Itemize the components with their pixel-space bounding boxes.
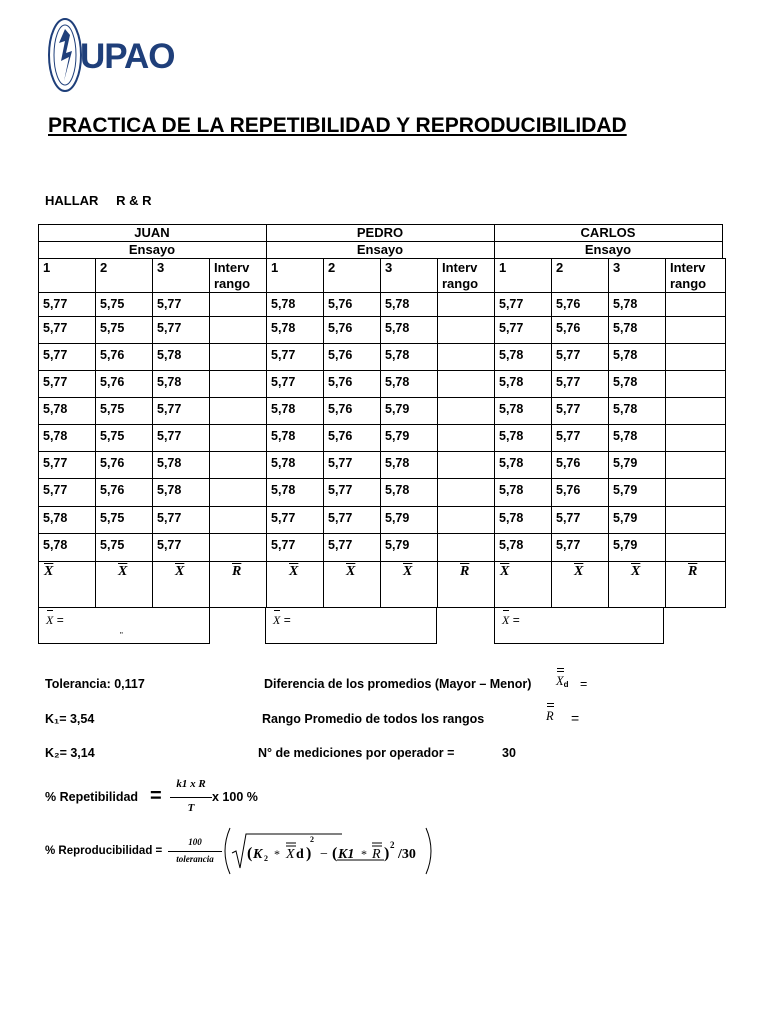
table-cell: 5,79 (613, 538, 638, 552)
operator-group: Ensayo (584, 242, 632, 257)
task-value: R & R (116, 193, 152, 208)
table-cell: 5,79 (613, 511, 638, 525)
table-rule (551, 258, 552, 607)
table-cell: 5,77 (556, 348, 581, 362)
table-cell: 5,76 (328, 375, 353, 389)
measurements-label: N° de mediciones por operador = (258, 746, 455, 760)
summary-symbol-text: $\overline{X}$ (631, 564, 641, 579)
tolerance-text: Tolerancia: 0,117 (45, 677, 145, 691)
table-cell: 5,78 (157, 348, 182, 362)
table-rule (95, 258, 96, 607)
operator-name: CARLOS (580, 225, 636, 240)
table-cell: 5,77 (271, 511, 296, 525)
table-cell: 5,78 (157, 375, 182, 389)
table-rule (38, 258, 39, 607)
table-cell: 5,79 (385, 538, 410, 552)
table-cell: 5,79 (385, 511, 410, 525)
table-cell: 5,78 (271, 297, 296, 311)
mean-symbol (289, 565, 298, 579)
table-cell: 5,77 (157, 511, 182, 525)
summary-symbol-text: $\overline{R}$ (688, 564, 698, 579)
column-header: 3 (613, 260, 621, 275)
table-cell: 5,78 (271, 429, 296, 443)
table-rule (38, 533, 726, 534)
table-cell: 5,77 (328, 538, 353, 552)
repeatability-label: % Repetibilidad (45, 790, 139, 804)
table-rule (38, 258, 726, 259)
table-cell: 5,78 (271, 402, 296, 416)
column-header: 1 (43, 260, 51, 275)
diff-means-equals: = (580, 677, 588, 691)
svg-text:d: d (296, 847, 304, 862)
table-cell: 5,78 (385, 456, 410, 470)
grand-mean-equals: = (56, 613, 64, 627)
grand-mean-equals: = (512, 613, 520, 627)
mean-symbol (118, 565, 127, 579)
column-header: 2 (100, 260, 108, 275)
svg-text:2: 2 (390, 840, 395, 850)
table-cell: 5,77 (556, 511, 581, 525)
table-rule (323, 258, 324, 607)
table-cell: 5,76 (328, 321, 353, 335)
table-rule (494, 258, 495, 607)
mean-symbol (574, 565, 583, 579)
table-cell: 5,78 (499, 456, 524, 470)
table-cell: 5,78 (43, 429, 68, 443)
svg-text:(: ( (247, 845, 253, 862)
column-header: Interv rango (442, 260, 479, 291)
table-cell: 5,78 (613, 297, 638, 311)
svg-text:−: − (320, 847, 328, 862)
table-rule (38, 370, 726, 371)
table-cell: 5,78 (271, 483, 296, 497)
reproducibility-tail: /30 (398, 847, 416, 862)
table-cell: 5,78 (499, 483, 524, 497)
table-cell: 5,76 (556, 483, 581, 497)
table-rule (494, 643, 664, 644)
fraction-bar (170, 797, 212, 798)
r-double-bar-symbol: R (546, 709, 554, 723)
table-cell: 5,78 (613, 321, 638, 335)
table-cell: 5,78 (271, 456, 296, 470)
table-cell: 5,77 (271, 348, 296, 362)
xd-symbol: $X_d$ (556, 674, 569, 689)
table-rule (209, 258, 210, 607)
table-cell: 5,77 (157, 429, 182, 443)
reproducibility-label: % Reproducibilidad = (45, 845, 163, 857)
table-cell: 5,75 (100, 511, 125, 525)
table-cell: 5,77 (328, 483, 353, 497)
table-cell: 5,77 (328, 511, 353, 525)
k2-text: K₂= 3,14 (45, 746, 95, 760)
svg-text:): ) (306, 845, 312, 862)
table-cell: 5,78 (499, 511, 524, 525)
table-cell: 5,77 (271, 538, 296, 552)
table-cell: 5,78 (385, 375, 410, 389)
table-rule (152, 258, 153, 607)
table-rule (38, 424, 726, 425)
table-cell: 5,78 (157, 483, 182, 497)
table-cell: 5,76 (328, 348, 353, 362)
mean-symbol (500, 565, 509, 579)
table-cell: 5,77 (43, 483, 68, 497)
table-cell: 5,77 (556, 538, 581, 552)
table-rule (436, 607, 437, 644)
table-cell: 5,75 (100, 538, 125, 552)
table-cell: 5,77 (43, 375, 68, 389)
table-rule (494, 607, 495, 644)
mean-symbol (44, 565, 53, 579)
table-cell: 5,79 (613, 456, 638, 470)
table-cell: 5,78 (499, 348, 524, 362)
table-cell: 5,78 (613, 429, 638, 443)
table-rule (38, 316, 726, 317)
summary-symbol-text: $\overline{X}$ (289, 564, 299, 579)
table-cell: 5,77 (43, 456, 68, 470)
table-cell: 5,77 (271, 375, 296, 389)
table-rule (380, 258, 381, 607)
table-rule (38, 292, 726, 293)
column-header: 3 (157, 260, 165, 275)
table-rule (437, 258, 438, 607)
table-rule (38, 561, 726, 562)
table-cell: 5,78 (43, 538, 68, 552)
avg-range-equals: = (571, 710, 580, 726)
svg-text:K1: K1 (338, 847, 355, 862)
range-mean-symbol (688, 565, 697, 579)
measurements-value: 30 (502, 746, 516, 760)
svg-text:): ) (384, 845, 390, 862)
summary-symbol-text: $\overline{X}$ (118, 564, 128, 579)
table-cell: 5,79 (385, 402, 410, 416)
table-cell: 5,78 (157, 456, 182, 470)
table-cell: 5,76 (328, 429, 353, 443)
table-cell: 5,78 (499, 402, 524, 416)
table-rule (209, 607, 210, 644)
summary-symbol-text: $\overline{R}$ (460, 564, 470, 579)
table-cell: 5,78 (271, 321, 296, 335)
table-cell: 5,78 (43, 511, 68, 525)
table-rule (38, 343, 726, 344)
summary-symbol-text: $\overline{X}$ (346, 564, 356, 579)
svg-text:*: * (274, 847, 280, 861)
table-rule (38, 397, 726, 398)
page-title: PRACTICA DE LA REPETIBILIDAD Y REPRODUCIBILIDAD (48, 114, 627, 137)
table-rule (725, 258, 726, 607)
reproducibility-numerator: 100 (188, 837, 202, 847)
repeatability-numerator: k1 x R (176, 778, 206, 790)
table-cell: 5,78 (385, 483, 410, 497)
table-cell: 5,75 (100, 297, 125, 311)
small-mark: " (120, 631, 123, 640)
table-cell: 5,78 (499, 538, 524, 552)
table-cell: 5,78 (499, 429, 524, 443)
table-cell: 5,79 (613, 483, 638, 497)
k1-text: K₁= 3,54 (45, 712, 95, 726)
svg-text:K: K (253, 847, 263, 862)
table-rule (665, 258, 666, 607)
repeatability-tail (212, 790, 258, 804)
table-cell: 5,77 (556, 429, 581, 443)
reproducibility-denominator: tolerancia (176, 854, 214, 864)
summary-symbol-text: $\overline{R}$ (232, 564, 242, 579)
operator-group: Ensayo (356, 242, 404, 257)
table-rule (38, 506, 726, 507)
summary-symbol-text: $\overline{X}$ (44, 564, 54, 579)
table-cell: 5,77 (499, 321, 524, 335)
logo-text: UPAO (80, 37, 175, 76)
table-cell: 5,75 (100, 429, 125, 443)
table-rule (38, 451, 726, 452)
column-header: 2 (556, 260, 564, 275)
grand-mean-equals: = (283, 613, 291, 627)
diff-means-label: Diferencia de los promedios (Mayor – Menor) (264, 677, 532, 691)
avg-range-label: Rango Promedio de todos los rangos (262, 712, 485, 726)
svg-text:2: 2 (264, 854, 268, 863)
table-cell: 5,77 (499, 297, 524, 311)
task-label (45, 193, 151, 208)
table-rule (663, 607, 664, 644)
table-rule (265, 643, 437, 644)
column-header: Interv rango (214, 260, 251, 291)
table-rule (265, 607, 266, 644)
table-cell: 5,78 (613, 402, 638, 416)
table-cell: 5,76 (100, 375, 125, 389)
table-rule (608, 258, 609, 607)
column-header: Interv rango (670, 260, 707, 291)
table-cell: 5,78 (385, 348, 410, 362)
table-rule (38, 643, 210, 644)
table-cell: 5,77 (43, 348, 68, 362)
svg-text:(: ( (332, 845, 338, 862)
summary-symbol-text: $\overline{X}$ (175, 564, 185, 579)
task-label-text: HALLAR (45, 193, 99, 208)
repeatability-tail-text: x 100 % (212, 790, 258, 804)
table-cell: 5,75 (100, 402, 125, 416)
column-header: 1 (271, 260, 279, 275)
table-cell: 5,76 (100, 483, 125, 497)
repeatability-denominator: T (187, 802, 195, 814)
mean-symbol (175, 565, 184, 579)
operator-name: PEDRO (356, 225, 404, 240)
grand-mean-symbol: X (273, 613, 281, 627)
summary-symbol-text: $\overline{X}$ (500, 564, 510, 579)
table-cell: 5,77 (328, 456, 353, 470)
column-header: 2 (328, 260, 336, 275)
table-cell: 5,76 (328, 297, 353, 311)
table-cell: 5,77 (157, 402, 182, 416)
table-cell: 5,76 (100, 456, 125, 470)
table-cell: 5,78 (613, 348, 638, 362)
repeatability-equals: = (150, 785, 162, 807)
column-header: 3 (385, 260, 393, 275)
table-cell: 5,77 (157, 321, 182, 335)
table-cell: 5,77 (43, 297, 68, 311)
column-header: 1 (499, 260, 507, 275)
table-cell: 5,78 (43, 402, 68, 416)
table-cell: 5,75 (100, 321, 125, 335)
table-cell: 5,77 (556, 402, 581, 416)
operator-group: Ensayo (128, 242, 176, 257)
grand-mean-label (46, 613, 64, 628)
range-mean-symbol (460, 565, 469, 579)
table-rule (722, 224, 723, 259)
grand-mean-label (273, 613, 291, 628)
mean-symbol (403, 565, 412, 579)
svg-text:R: R (372, 847, 381, 862)
table-rule (266, 258, 267, 607)
table-cell: 5,76 (100, 348, 125, 362)
table-cell: 5,77 (556, 375, 581, 389)
summary-symbol-text: $\overline{X}$ (574, 564, 584, 579)
summary-symbol-text: $\overline{X}$ (403, 564, 413, 579)
table-cell: 5,77 (157, 297, 182, 311)
mean-symbol (346, 565, 355, 579)
table-cell: 5,76 (328, 402, 353, 416)
table-rule (38, 607, 39, 644)
table-rule (38, 478, 726, 479)
grand-mean-label (502, 613, 520, 628)
svg-text:2: 2 (310, 835, 314, 844)
table-cell: 5,78 (385, 321, 410, 335)
table-cell: 5,76 (556, 297, 581, 311)
table-cell: 5,77 (43, 321, 68, 335)
fraction-bar (168, 851, 222, 852)
reproducibility-expression (222, 826, 434, 876)
svg-text:*: * (361, 847, 367, 861)
range-mean-symbol (232, 565, 241, 579)
table-cell: 5,77 (157, 538, 182, 552)
table-cell: 5,79 (385, 429, 410, 443)
table-cell: 5,78 (385, 297, 410, 311)
svg-text:X: X (286, 847, 295, 862)
mean-symbol (631, 565, 640, 579)
table-cell: 5,78 (613, 375, 638, 389)
grand-mean-symbol: X (46, 613, 54, 627)
operator-name: JUAN (134, 225, 170, 240)
table-cell: 5,78 (499, 375, 524, 389)
table-cell: 5,76 (556, 321, 581, 335)
grand-mean-symbol: X (502, 613, 510, 627)
table-cell: 5,76 (556, 456, 581, 470)
table-rule (38, 607, 726, 608)
